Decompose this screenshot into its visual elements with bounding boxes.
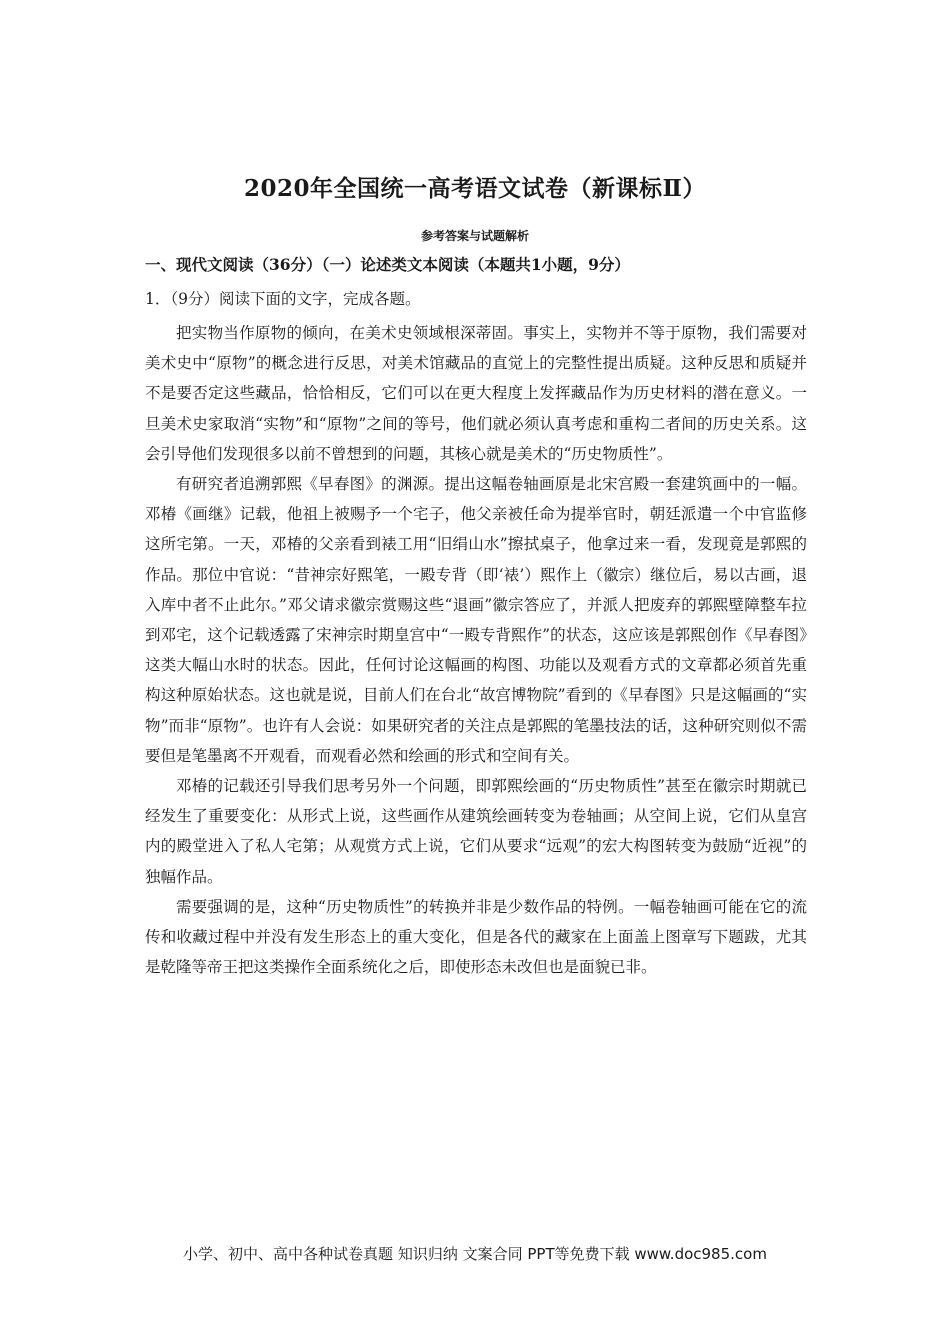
reading-passage <box>145 318 807 982</box>
question-prompt: 1．（9分）阅读下面的文字，完成各题。 <box>145 290 421 308</box>
document-title: 2020年全国统一高考语文试卷（新课标Ⅱ） <box>244 175 706 202</box>
passage-paragraph-3: 邓椿的记载还引导我们思考另外一个问题，即郭熙绘画的“历史物质性”甚至在徽宗时期就已经发生了重要变化：从形式上说，这些画作从建筑绘画转变为卷轴画；从空间上说，它们从皇宫内的殿堂进入了私人宅第；从观赏方式上说，它们从要求“远观”的宏大构图转变为鼓励“近视”的独幅作品。 <box>145 777 807 886</box>
passage-paragraph-4: 需要强调的是，这种“历史物质性”的转换并非是少数作品的特例。一幅卷轴画可能在它的流传和收藏过程中并没有发生形态上的重大变化，但是各代的藏家在上面盖上图章写下题跋，尤其是乾隆等帝王把这类操作全面系统化之后，即使形态未改但也是面貌已非。 <box>145 897 807 977</box>
section-heading: 一、现代文阅读（36分）（一）论述类文本阅读（本题共1小题，9分） <box>145 255 630 274</box>
document-subtitle: 参考答案与试题解析 <box>420 229 529 243</box>
page-footer: 小学、初中、高中各种试卷真题 知识归纳 文案合同 PPT等免费下载 www.doc985.com <box>183 1245 767 1263</box>
passage-paragraph-1: 把实物当作原物的倾向，在美术史领域根深蒂固。事实上，实物并不等于原物，我们需要对美术史中“原物”的概念进行反思，对美术馆藏品的直觉上的完整性提出质疑。这种反思和质疑并不是要否定这些藏品，恰恰相反，它们可以在更大程度上发挥藏品作为历史材料的潜在意义。一旦美术史家取消“实物”和“原物”之间的等号，他们就必须认真考虑和重构二者间的历史关系。这会引导他们发现很多以前不曾想到的问题，其核心就是美术的“历史物质性”。 <box>145 324 807 463</box>
passage-paragraph-2: 有研究者追溯郭熙《早春图》的渊源。提出这幅卷轴画原是北宋宫殿一套建筑画中的一幅。邓椿《画继》记载，他祖上被赐予一个宅子，他父亲被任命为提举官时，朝廷派遣一个中官监修这所宅第。一天，邓椿的父亲看到裱工用“旧绢山水”擦拭桌子，他拿过来一看，发现竟是郭熙的作品。那位中官说：“昔神宗好熙笔，一殿专背（即‘裱’）熙作上（徽宗）继位后，易以古画，退入库中者不止此尔。”邓父请求徽宗赏赐这些“退画”徽宗答应了，并派人把废弃的郭熙壁障整车拉到邓宅，这个记载透露了宋神宗时期皇宫中“一殿专背熙作”的状态，这应该是郭熙创作《早春图》这类大幅山水时的状态。因此，任何讨论这幅画的构图、功能以及观看方式的文章都必须首先重构这种原始状态。这也就是说，目前人们在台北“故宫博物院”看到的《早春图》只是这幅画的“实物”而非“原物”。也许有人会说：如果研究者的关注点是郭熙的笔墨技法的话，这种研究则似不需要但是笔墨离不开观看，而观看必然和绘画的形式和空间有关。 <box>145 475 807 765</box>
